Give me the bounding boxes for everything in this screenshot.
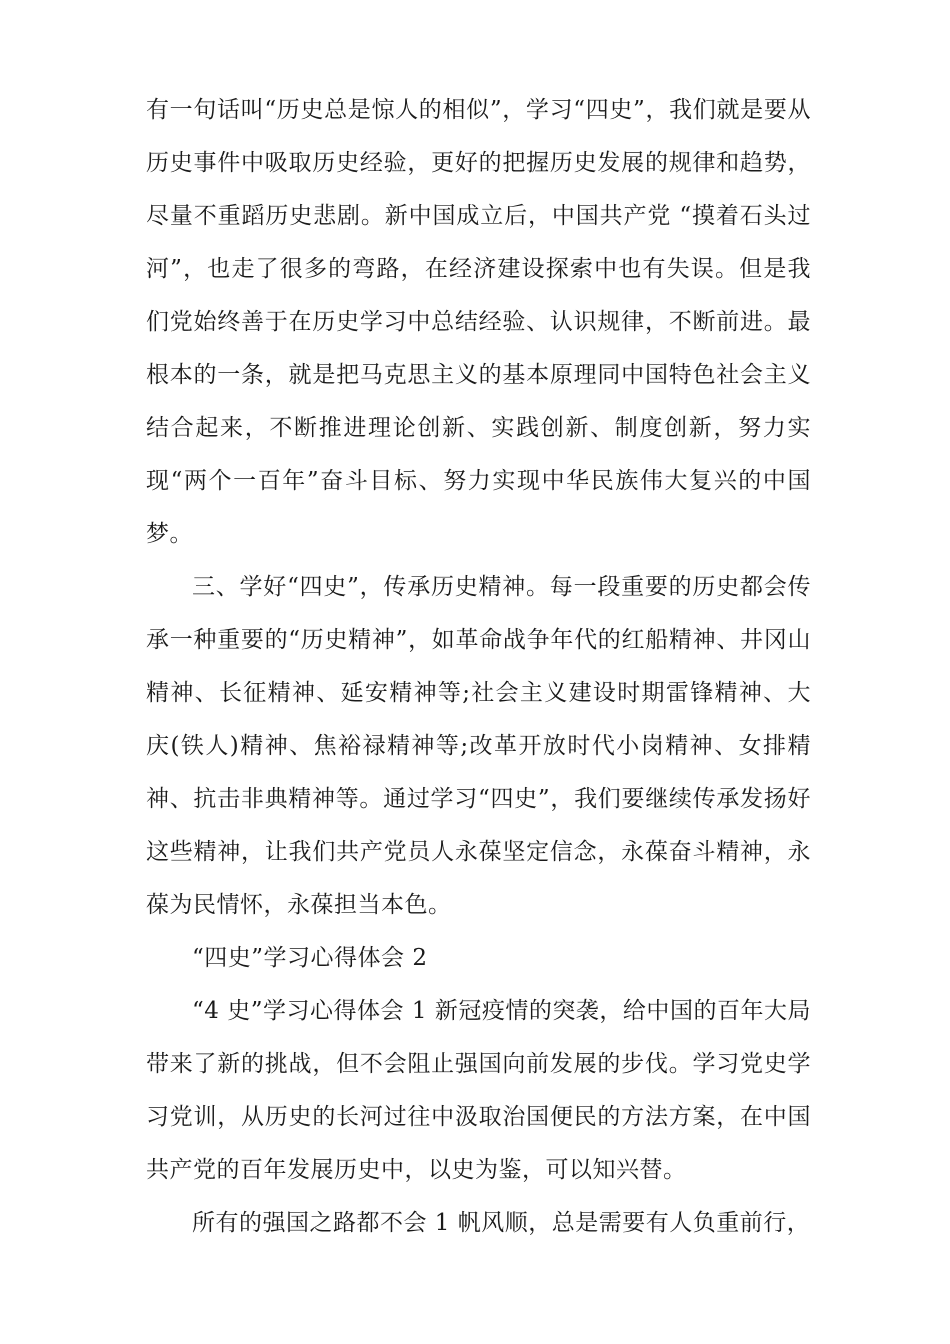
paragraph-history-spirit: 三、学好“四史”，传承历史精神。每一段重要的历史都会传承一种重要的“历史精神”，如革命战争年代的红船精神、井冈山精神、长征精神、延安精神等;社会主义建设时期雷锋精神、大庆(铁人)精神、焦裕禄精神等;改革开放时代小岗精神、女排精神、抗击非典精神等。通过学习“四史”，我们要继续传承发扬好这些精神，让我们共产党员人永葆坚定信念，永葆奋斗精神，永葆为民情怀，永葆担当本色。 xyxy=(146,574,811,918)
paragraph-pandemic-challenge: “4 史”学习心得体会 1 新冠疫情的突袭，给中国的百年大局带来了新的挑战，但不会阻止强国向前发展的步伐。学习党史学习党训，从历史的长河过往中汲取治国便民的方法方案，在中国共产党的百年发展历史中，以史为鉴，可以知兴替。 xyxy=(146,998,811,1183)
document-body xyxy=(146,84,811,1250)
paragraph-history-lessons: 有一句话叫“历史总是惊人的相似”，学习“四史”，我们就是要从历史事件中吸取历史经验，更好的把握历史发展的规律和趋势，尽量不重蹈历史悲剧。新中国成立后，中国共产党 “摸着石头过河”，也走了很多的弯路，在经济建设探索中也有失误。但是我们党始终善于在历史学习中总结经验、认识规律，不断前进。最根本的一条，就是把马克思主义的基本原理同中国特色社会主义结合起来，不断推进理论创新、实践创新、制度创新，努力实现“两个一百年”奋斗目标、努力实现中华民族伟大复兴的中国梦。 xyxy=(146,97,811,547)
paragraph-road-to-strength: 所有的强国之路都不会 1 帆风顺，总是需要有人负重前行， xyxy=(192,1210,811,1236)
section-title: “四史”学习心得体会 2 xyxy=(192,945,428,971)
